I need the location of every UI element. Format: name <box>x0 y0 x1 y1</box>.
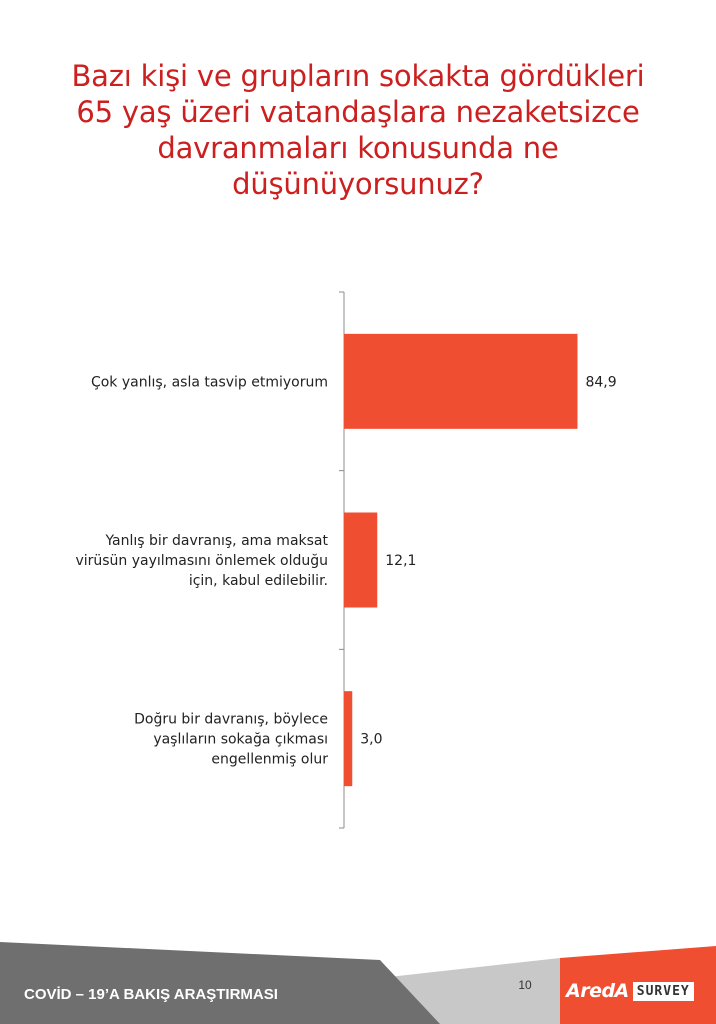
category-label: Doğru bir davranış, böylece <box>134 711 328 728</box>
title-line: davranmaları konusunda ne <box>157 131 559 165</box>
page-number: 10 <box>518 978 532 992</box>
category-label: engellenmiş olur <box>211 751 328 768</box>
data-label: 84,9 <box>585 374 617 391</box>
company-logo <box>566 978 694 1004</box>
logo-brand: AredA <box>566 980 629 1002</box>
category-label: virüsün yayılmasını önlemek olduğu <box>75 553 328 569</box>
bar <box>344 513 377 608</box>
data-label: 3,0 <box>360 731 383 748</box>
category-label: Çok yanlış, asla tasvip etmiyorum <box>90 374 328 391</box>
title-line: düşünüyorsunuz? <box>232 167 484 201</box>
bar <box>344 691 352 786</box>
logo-survey: SURVEY <box>633 982 694 1001</box>
category-label: Yanlış bir davranış, ama maksat <box>105 533 328 549</box>
bar <box>344 334 577 429</box>
footer-title: COVİD – 19’A BAKIŞ ARAŞTIRMASI <box>24 986 278 1003</box>
title-line: 65 yaş üzeri vatandaşlara nezaketsizce <box>76 95 640 129</box>
title-line: Bazı kişi ve grupların sokakta gördükleri <box>71 59 645 93</box>
footer-dark-band <box>0 942 440 1024</box>
category-label: için, kabul edilebilir. <box>188 573 328 589</box>
data-label: 12,1 <box>385 553 417 569</box>
category-label: yaşlıların sokağa çıkması <box>153 731 328 748</box>
